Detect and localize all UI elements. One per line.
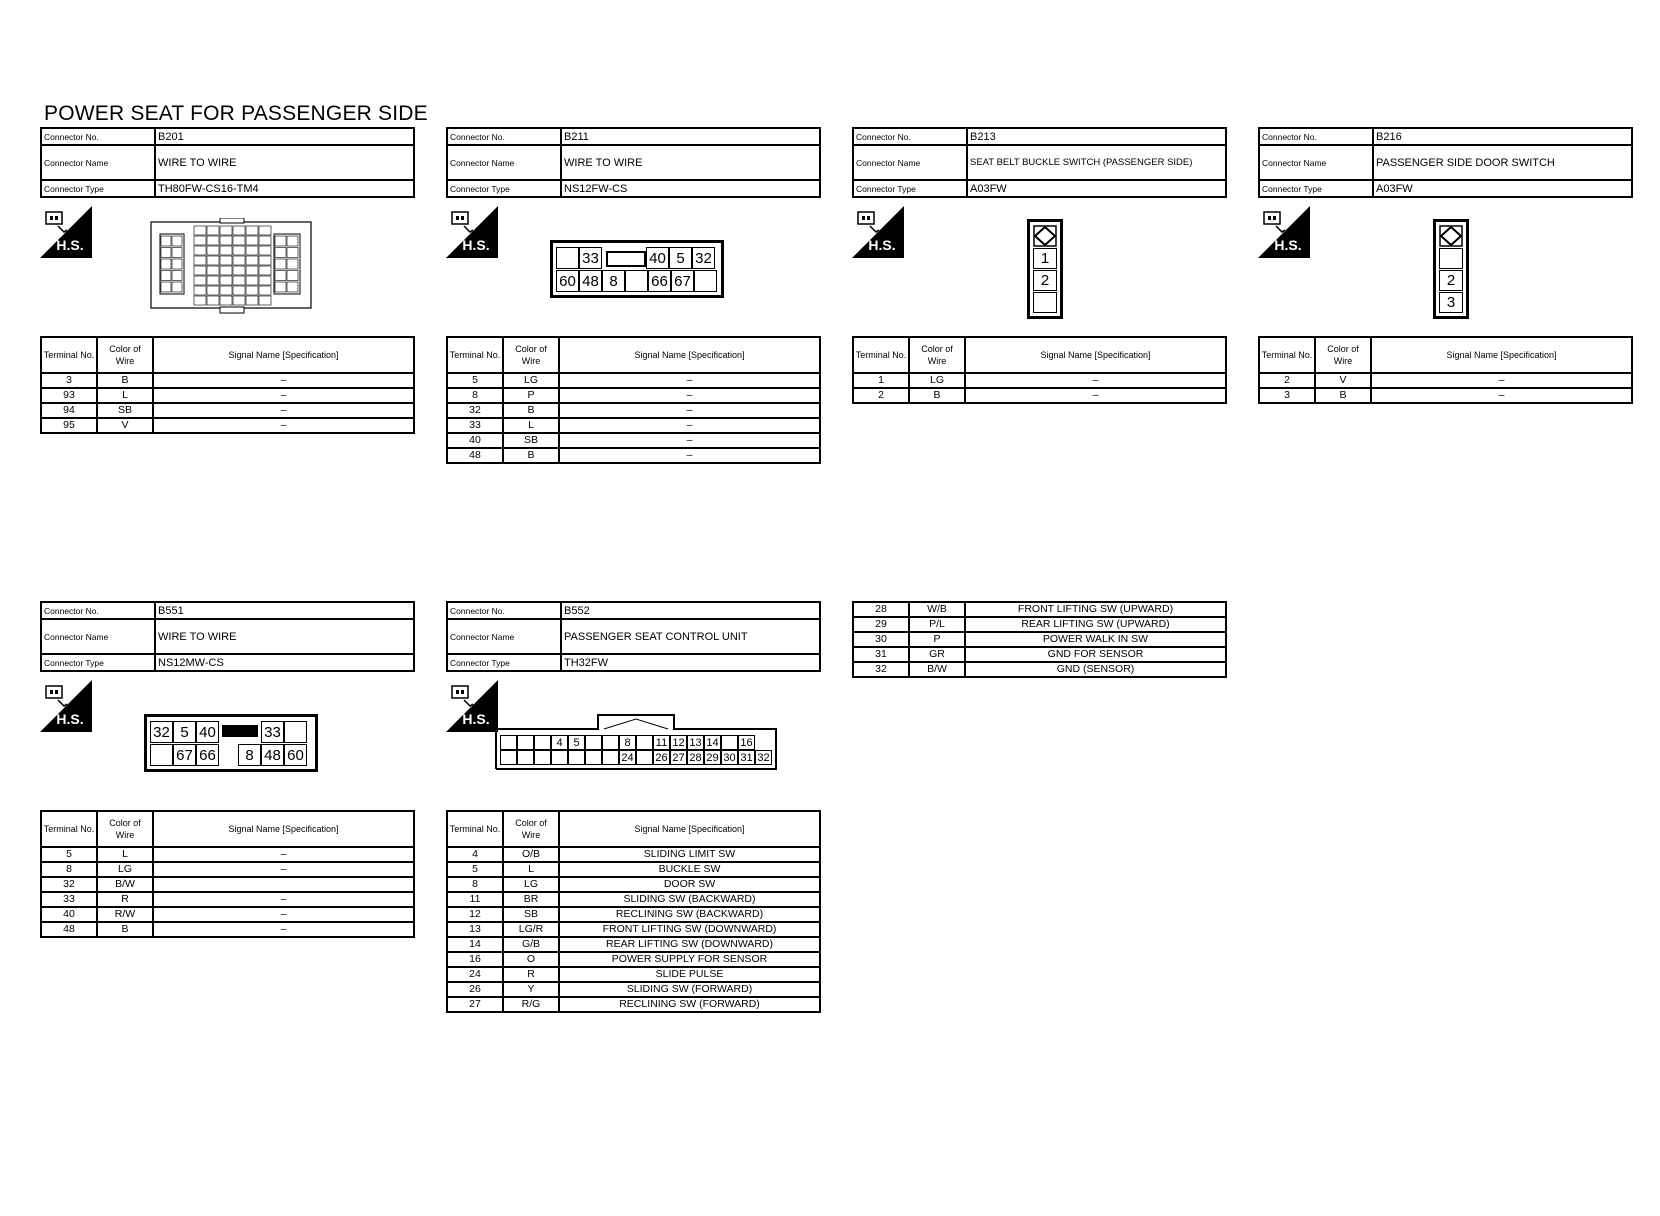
wire-color: P/L — [909, 617, 965, 632]
terminal-no: 8 — [41, 862, 97, 877]
pin-cell: 40 — [646, 247, 669, 269]
connector-block — [1258, 127, 1633, 401]
terminal-no: 32 — [853, 662, 909, 677]
signal-name-header: Signal Name [Specification] — [559, 337, 820, 373]
signal-name: SLIDE PULSE — [559, 967, 820, 982]
terminal-no: 93 — [41, 388, 97, 403]
connector-type-label: Connector Type — [853, 180, 967, 197]
pin-cell: 8 — [238, 744, 261, 766]
connector-name: SEAT BELT BUCKLE SWITCH (PASSENGER SIDE) — [967, 145, 1226, 180]
signal-name: GND FOR SENSOR — [965, 647, 1226, 662]
terminal-no: 1 — [853, 373, 909, 388]
wire-color-header: Color of Wire — [97, 337, 153, 373]
terminal-no: 2 — [853, 388, 909, 403]
svg-text:H.S.: H.S. — [868, 237, 896, 253]
wire-color: P — [909, 632, 965, 647]
wire-color: P — [503, 388, 559, 403]
connector-diagram — [144, 714, 318, 772]
terminal-no: 26 — [447, 982, 503, 997]
signal-name: – — [153, 907, 414, 922]
wire-color: L — [503, 862, 559, 877]
signal-name: POWER WALK IN SW — [965, 632, 1226, 647]
pin-cell — [517, 735, 534, 750]
pin-cell — [1439, 248, 1463, 269]
wire-color: B — [909, 388, 965, 403]
table-row — [447, 877, 820, 892]
terminal-table — [852, 336, 1227, 404]
pin-cell: 67 — [173, 744, 196, 766]
pin-cell — [1033, 292, 1057, 313]
pin-cell: 66 — [196, 744, 219, 766]
connector-no-label: Connector No. — [1259, 128, 1373, 145]
signal-name: – — [965, 373, 1226, 388]
connector-block — [446, 127, 821, 461]
table-row — [1259, 373, 1632, 388]
wire-color: B — [503, 403, 559, 418]
page-title: POWER SEAT FOR PASSENGER SIDE — [44, 102, 428, 125]
terminal-table — [446, 336, 821, 464]
wire-color: LG — [503, 373, 559, 388]
wire-color: O — [503, 952, 559, 967]
signal-name-header: Signal Name [Specification] — [153, 337, 414, 373]
terminal-table — [446, 810, 821, 1013]
table-row — [447, 373, 820, 388]
connector-no-label: Connector No. — [41, 602, 155, 619]
connector-type: NS12MW-CS — [155, 654, 414, 671]
pin-cell: 48 — [579, 270, 602, 292]
terminal-no: 5 — [447, 373, 503, 388]
wire-color: LG — [97, 862, 153, 877]
hs-icon — [40, 206, 92, 258]
connector-block — [40, 601, 415, 935]
terminal-no-header: Terminal No. — [447, 337, 503, 373]
terminal-no: 33 — [447, 418, 503, 433]
connector-block — [40, 127, 415, 431]
table-row — [853, 373, 1226, 388]
terminal-no: 16 — [447, 952, 503, 967]
terminal-no: 11 — [447, 892, 503, 907]
connector-header — [446, 127, 821, 198]
hs-icon — [852, 206, 904, 258]
connector-no: B213 — [967, 128, 1226, 145]
connector-type-label: Connector Type — [41, 654, 155, 671]
signal-name: DOOR SW — [559, 877, 820, 892]
wire-color: SB — [503, 907, 559, 922]
pin-cell: 66 — [648, 270, 671, 292]
latch — [606, 251, 646, 267]
connector-diagram — [494, 713, 778, 771]
terminal-no: 31 — [853, 647, 909, 662]
terminal-table — [40, 810, 415, 938]
pin-cell: 16 — [738, 735, 755, 750]
connector-type-label: Connector Type — [1259, 180, 1373, 197]
connector-no-label: Connector No. — [447, 602, 561, 619]
pin-cell — [636, 735, 653, 750]
wire-color-header: Color of Wire — [503, 337, 559, 373]
table-row — [1259, 388, 1632, 403]
terminal-no: 94 — [41, 403, 97, 418]
pin-cell: 24 — [619, 750, 636, 765]
terminal-no: 2 — [1259, 373, 1315, 388]
connector-name-label: Connector Name — [41, 619, 155, 654]
wire-color: R/G — [503, 997, 559, 1012]
connector-header — [40, 601, 415, 672]
table-row — [853, 388, 1226, 403]
table-row — [41, 847, 414, 862]
signal-name-header: Signal Name [Specification] — [559, 811, 820, 847]
wire-color-header: Color of Wire — [909, 337, 965, 373]
terminal-no: 40 — [41, 907, 97, 922]
pin-cell: 8 — [619, 735, 636, 750]
table-row — [447, 982, 820, 997]
wire-color: LG/R — [503, 922, 559, 937]
table-row — [41, 418, 414, 433]
connector-diagram — [1433, 219, 1469, 319]
pin-cell — [284, 721, 307, 743]
connector-name-label: Connector Name — [447, 619, 561, 654]
terminal-no: 4 — [447, 847, 503, 862]
connector-no: B552 — [561, 602, 820, 619]
pin-cell: 31 — [738, 750, 755, 765]
signal-name: SLIDING SW (FORWARD) — [559, 982, 820, 997]
pin-cell: 28 — [687, 750, 704, 765]
terminal-no: 32 — [447, 403, 503, 418]
pin-cell — [585, 735, 602, 750]
wire-color-header: Color of Wire — [503, 811, 559, 847]
table-row — [41, 892, 414, 907]
terminal-no: 95 — [41, 418, 97, 433]
connector-name-label: Connector Name — [447, 145, 561, 180]
pin-cell: 2 — [1033, 270, 1057, 291]
table-row — [853, 662, 1226, 677]
connector-header — [852, 127, 1227, 198]
pin-cell: 5 — [669, 247, 692, 269]
wire-color: V — [97, 418, 153, 433]
connector-name: WIRE TO WIRE — [155, 145, 414, 180]
connector-header — [446, 601, 821, 672]
terminal-no-header: Terminal No. — [41, 811, 97, 847]
pin-cell: 3 — [1439, 292, 1463, 313]
signal-name: – — [965, 388, 1226, 403]
table-row — [447, 922, 820, 937]
signal-name-header: Signal Name [Specification] — [1371, 337, 1632, 373]
signal-name: SLIDING SW (BACKWARD) — [559, 892, 820, 907]
signal-name: – — [1371, 388, 1632, 403]
wire-color: B — [97, 922, 153, 937]
wire-color: SB — [97, 403, 153, 418]
terminal-no: 13 — [447, 922, 503, 937]
connector-type: NS12FW-CS — [561, 180, 820, 197]
terminal-no: 3 — [1259, 388, 1315, 403]
pin-cell — [602, 750, 619, 765]
connector-name-label: Connector Name — [41, 145, 155, 180]
table-row — [447, 937, 820, 952]
pin-cell: 32 — [692, 247, 715, 269]
connector-type-label: Connector Type — [447, 180, 561, 197]
connector-no-label: Connector No. — [41, 128, 155, 145]
connector-name-label: Connector Name — [853, 145, 967, 180]
connector-diagram — [150, 218, 312, 314]
pin-cell: 60 — [556, 270, 579, 292]
pin-cell: 11 — [653, 735, 670, 750]
table-row — [447, 967, 820, 982]
table-row — [447, 433, 820, 448]
table-row — [41, 907, 414, 922]
signal-name: FRONT LIFTING SW (UPWARD) — [965, 602, 1226, 617]
terminal-no: 3 — [41, 373, 97, 388]
wire-color-header: Color of Wire — [97, 811, 153, 847]
table-row — [41, 862, 414, 877]
svg-text:H.S.: H.S. — [462, 237, 490, 253]
wire-color: Y — [503, 982, 559, 997]
wire-color: R — [503, 967, 559, 982]
wire-color: B — [1315, 388, 1371, 403]
pin-cell — [534, 750, 551, 765]
signal-name: – — [153, 373, 414, 388]
connector-type-label: Connector Type — [447, 654, 561, 671]
pin-cell: 27 — [670, 750, 687, 765]
terminal-no: 27 — [447, 997, 503, 1012]
hs-icon — [446, 206, 498, 258]
wire-color: O/B — [503, 847, 559, 862]
terminal-no: 32 — [41, 877, 97, 892]
table-row — [853, 602, 1226, 617]
svg-text:H.S.: H.S. — [1274, 237, 1302, 253]
wire-color: G/B — [503, 937, 559, 952]
signal-name: – — [153, 403, 414, 418]
table-row — [447, 892, 820, 907]
connector-no-label: Connector No. — [447, 128, 561, 145]
pin-cell — [517, 750, 534, 765]
table-row — [447, 403, 820, 418]
hs-icon — [40, 680, 92, 732]
connector-type: TH32FW — [561, 654, 820, 671]
pin-cell: 5 — [173, 721, 196, 743]
pin-cell — [625, 270, 648, 292]
pin-cell: 8 — [602, 270, 625, 292]
svg-text:H.S.: H.S. — [56, 711, 84, 727]
terminal-table — [1258, 336, 1633, 404]
pin-cell — [551, 750, 568, 765]
table-row — [853, 617, 1226, 632]
signal-name: – — [153, 862, 414, 877]
terminal-no: 30 — [853, 632, 909, 647]
hs-icon — [1258, 206, 1310, 258]
wire-color: B — [97, 373, 153, 388]
pin-cell: 26 — [653, 750, 670, 765]
signal-name: RECLINING SW (FORWARD) — [559, 997, 820, 1012]
table-row — [41, 403, 414, 418]
wire-color: V — [1315, 373, 1371, 388]
terminal-no: 48 — [41, 922, 97, 937]
pin-cell: 1 — [1033, 248, 1057, 269]
hs-icon — [446, 680, 498, 732]
connector-name: WIRE TO WIRE — [155, 619, 414, 654]
terminal-no: 33 — [41, 892, 97, 907]
connector-type: TH80FW-CS16-TM4 — [155, 180, 414, 197]
terminal-no: 14 — [447, 937, 503, 952]
table-row — [447, 448, 820, 463]
signal-name: – — [559, 433, 820, 448]
terminal-no-header: Terminal No. — [1259, 337, 1315, 373]
table-row — [41, 373, 414, 388]
terminal-no-header: Terminal No. — [41, 337, 97, 373]
table-row — [41, 877, 414, 892]
terminal-no: 28 — [853, 602, 909, 617]
signal-name: – — [153, 418, 414, 433]
signal-name: POWER SUPPLY FOR SENSOR — [559, 952, 820, 967]
table-row — [447, 952, 820, 967]
connector-no-label: Connector No. — [853, 128, 967, 145]
pin-cell — [602, 735, 619, 750]
signal-name-header: Signal Name [Specification] — [153, 811, 414, 847]
svg-text:H.S.: H.S. — [462, 711, 490, 727]
wire-color: R — [97, 892, 153, 907]
pin-cell — [556, 247, 579, 269]
pin-cell — [694, 270, 717, 292]
wire-color: L — [503, 418, 559, 433]
signal-name: – — [153, 922, 414, 937]
wire-color: SB — [503, 433, 559, 448]
wire-color: B — [503, 448, 559, 463]
connector-block — [852, 127, 1227, 401]
pin-cell — [585, 750, 602, 765]
pin-cell: 5 — [568, 735, 585, 750]
pin-cell: 33 — [579, 247, 602, 269]
continuation-table — [852, 601, 1227, 678]
signal-name: GND (SENSOR) — [965, 662, 1226, 677]
connector-name: PASSENGER SIDE DOOR SWITCH — [1373, 145, 1632, 180]
signal-name-header: Signal Name [Specification] — [965, 337, 1226, 373]
table-row — [41, 922, 414, 937]
table-row — [853, 647, 1226, 662]
table-row — [447, 907, 820, 922]
signal-name: – — [153, 388, 414, 403]
pin-cell — [721, 735, 738, 750]
connector-name: PASSENGER SEAT CONTROL UNIT — [561, 619, 820, 654]
wire-color: B/W — [909, 662, 965, 677]
terminal-no: 8 — [447, 388, 503, 403]
connector-header — [40, 127, 415, 198]
pin-cell — [500, 750, 517, 765]
wire-color: LG — [503, 877, 559, 892]
connector-no: B551 — [155, 602, 414, 619]
terminal-no: 8 — [447, 877, 503, 892]
connector-name-label: Connector Name — [1259, 145, 1373, 180]
signal-name: – — [559, 448, 820, 463]
wire-color-header: Color of Wire — [1315, 337, 1371, 373]
signal-name: SLIDING LIMIT SW — [559, 847, 820, 862]
connector-no: B211 — [561, 128, 820, 145]
terminal-no: 48 — [447, 448, 503, 463]
terminal-no-header: Terminal No. — [853, 337, 909, 373]
signal-name: – — [153, 892, 414, 907]
wire-color: BR — [503, 892, 559, 907]
signal-name: RECLINING SW (BACKWARD) — [559, 907, 820, 922]
pin-cell: 12 — [670, 735, 687, 750]
connector-header — [1258, 127, 1633, 198]
table-row — [447, 418, 820, 433]
wire-color: L — [97, 388, 153, 403]
pin-cell: 48 — [261, 744, 284, 766]
pin-cell — [500, 735, 517, 750]
signal-name: – — [559, 418, 820, 433]
table-row — [447, 862, 820, 877]
signal-name — [153, 877, 414, 892]
pin-cell: 60 — [284, 744, 307, 766]
terminal-table — [40, 336, 415, 434]
pin-cell: 13 — [687, 735, 704, 750]
terminal-no-header: Terminal No. — [447, 811, 503, 847]
table-row — [447, 997, 820, 1012]
connector-type: A03FW — [967, 180, 1226, 197]
pin-cell: 32 — [755, 750, 772, 765]
wire-color: B/W — [97, 877, 153, 892]
terminal-no: 29 — [853, 617, 909, 632]
pin-cell — [150, 744, 173, 766]
signal-name: – — [153, 847, 414, 862]
signal-name: – — [559, 373, 820, 388]
svg-text:H.S.: H.S. — [56, 237, 84, 253]
signal-name: – — [559, 388, 820, 403]
wire-color: L — [97, 847, 153, 862]
terminal-no: 5 — [41, 847, 97, 862]
pin-cell: 4 — [551, 735, 568, 750]
terminal-no: 5 — [447, 862, 503, 877]
connector-no: B216 — [1373, 128, 1632, 145]
wire-color: W/B — [909, 602, 965, 617]
signal-name: REAR LIFTING SW (UPWARD) — [965, 617, 1226, 632]
table-row — [447, 847, 820, 862]
pin-cell — [534, 735, 551, 750]
connector-no: B201 — [155, 128, 414, 145]
terminal-no: 12 — [447, 907, 503, 922]
pin-cell — [636, 750, 653, 765]
latch — [222, 725, 258, 737]
pin-cell: 33 — [261, 721, 284, 743]
terminal-no: 40 — [447, 433, 503, 448]
pin-cell: 14 — [704, 735, 721, 750]
pin-cell: 67 — [671, 270, 694, 292]
connector-block — [446, 601, 821, 1010]
table-row — [853, 632, 1226, 647]
connector-type-label: Connector Type — [41, 180, 155, 197]
signal-name: – — [1371, 373, 1632, 388]
signal-name: FRONT LIFTING SW (DOWNWARD) — [559, 922, 820, 937]
pin-cell — [568, 750, 585, 765]
wire-color: R/W — [97, 907, 153, 922]
pin-cell: 30 — [721, 750, 738, 765]
wire-color: LG — [909, 373, 965, 388]
signal-name: REAR LIFTING SW (DOWNWARD) — [559, 937, 820, 952]
connector-name: WIRE TO WIRE — [561, 145, 820, 180]
terminal-no: 24 — [447, 967, 503, 982]
signal-name: BUCKLE SW — [559, 862, 820, 877]
wire-color: GR — [909, 647, 965, 662]
pin-cell: 2 — [1439, 270, 1463, 291]
table-row — [447, 388, 820, 403]
table-row — [41, 388, 414, 403]
signal-name: – — [559, 403, 820, 418]
connector-diagram — [550, 240, 724, 298]
connector-diagram — [1027, 219, 1063, 319]
pin-cell: 40 — [196, 721, 219, 743]
connector-type: A03FW — [1373, 180, 1632, 197]
pin-cell: 32 — [150, 721, 173, 743]
pin-cell: 29 — [704, 750, 721, 765]
